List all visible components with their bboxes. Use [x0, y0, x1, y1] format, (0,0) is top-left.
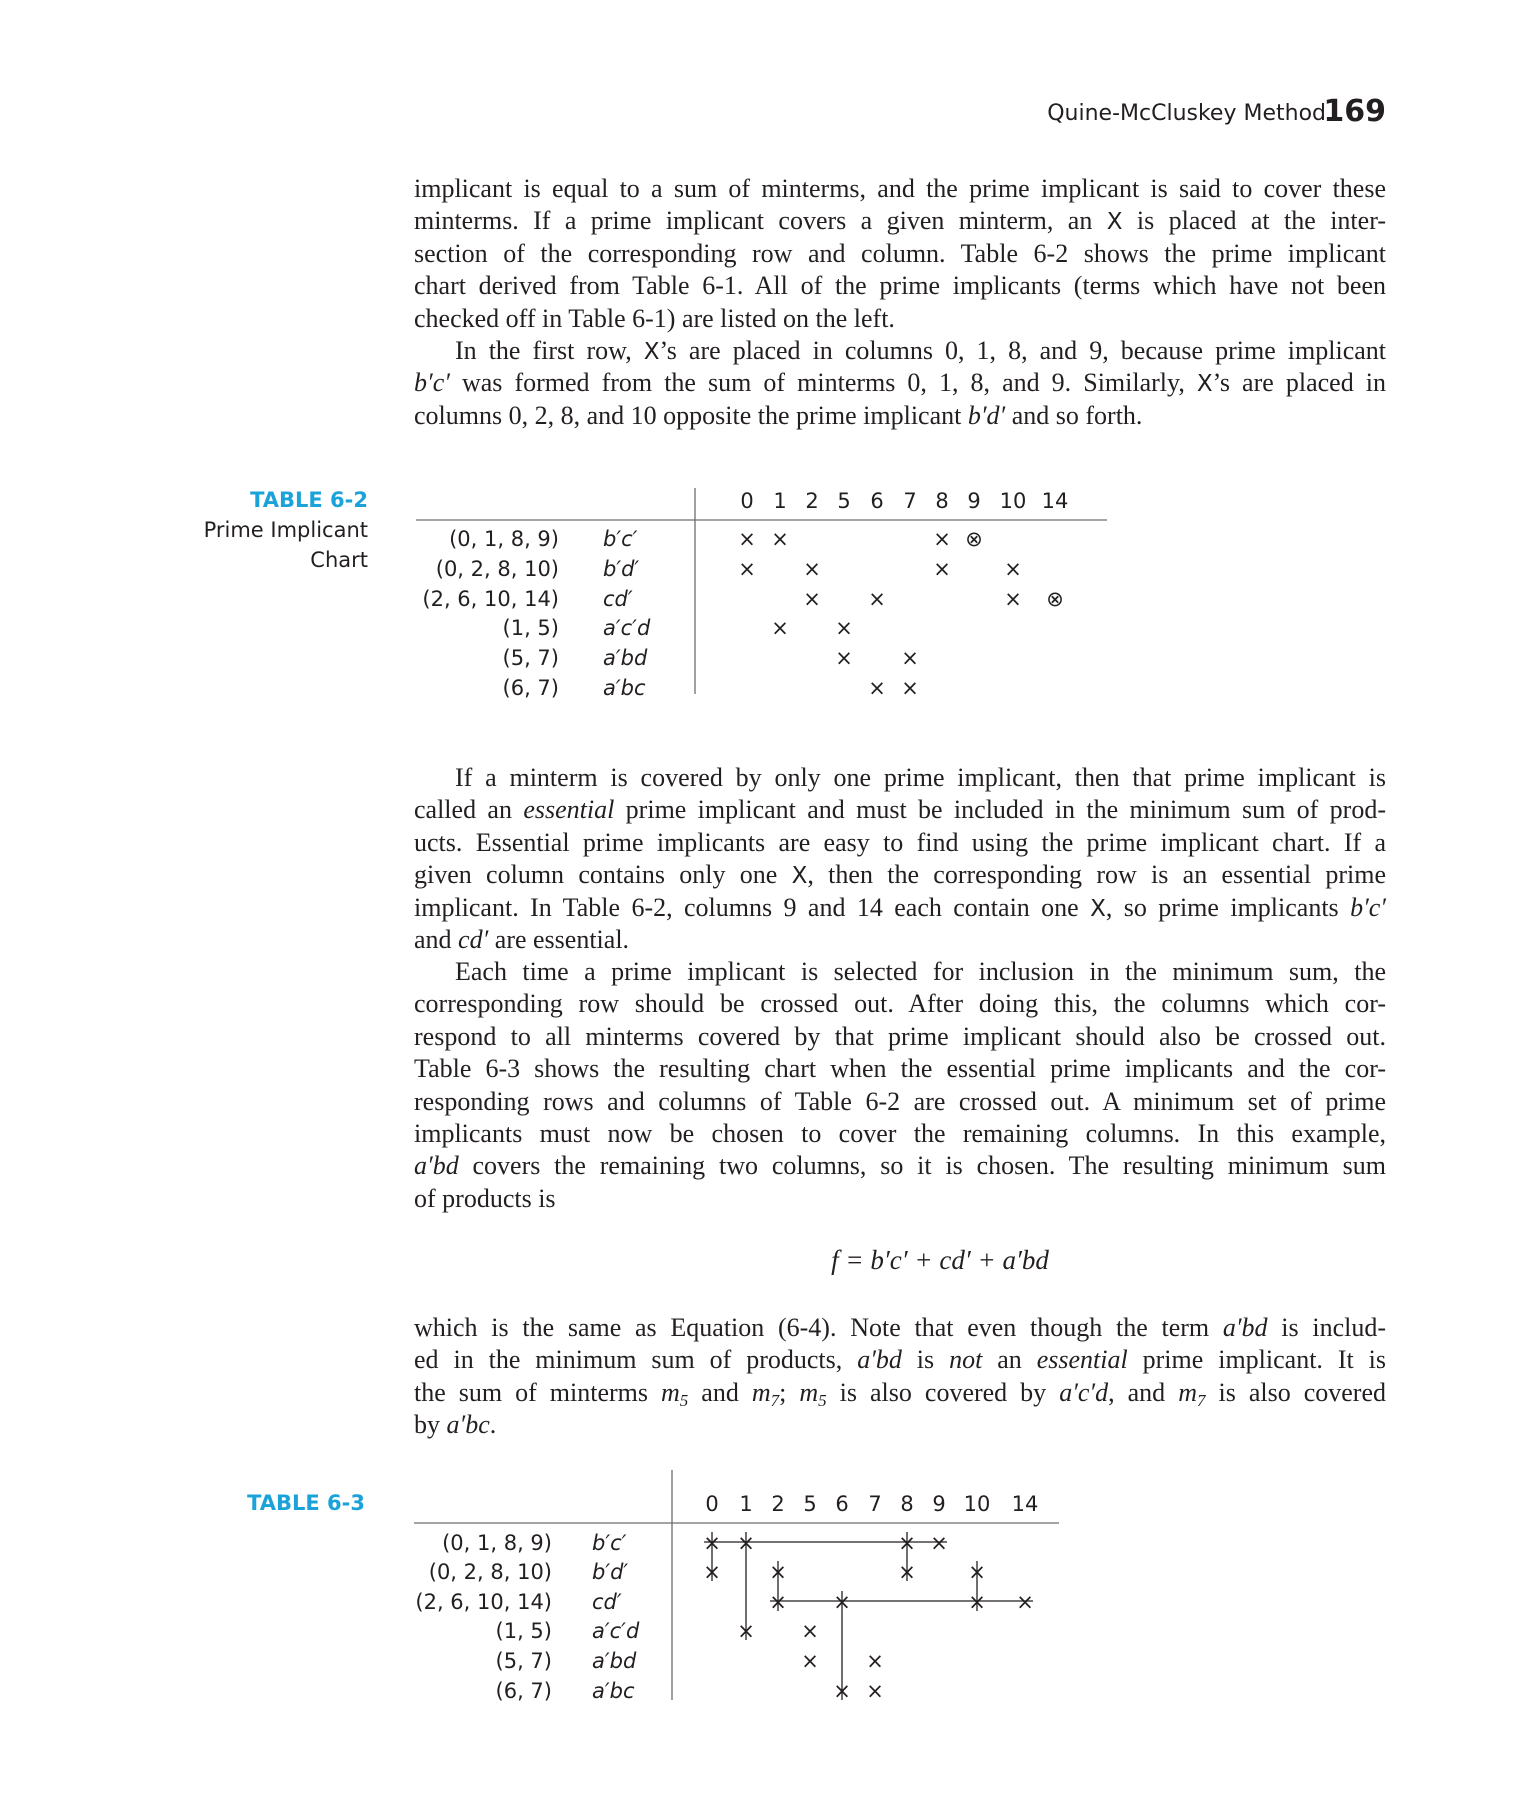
column-header-minterm: 8 [935, 489, 949, 513]
cover-mark: × [868, 587, 886, 611]
column-header-minterm: 0 [705, 1492, 719, 1516]
text-run: implicant is equal to a sum of minterms, and the prime implicant is said to cover these [414, 174, 1386, 203]
row-minterm-group: (0, 2, 8, 10) [435, 557, 559, 581]
text-run: is also covered by [826, 1377, 1060, 1407]
cover-mark: × [803, 557, 821, 581]
cover-mark: × [866, 1679, 884, 1703]
text-run: , and [1108, 1377, 1179, 1407]
row-minterm-group: (2, 6, 10, 14) [415, 1590, 552, 1614]
text-run: the sum of minterms [414, 1377, 662, 1407]
text-line [414, 794, 1386, 826]
cover-mark: × [898, 1560, 916, 1584]
text-run: implicant. In Table 6-2, columns 9 and 14 each contain one [414, 892, 1091, 922]
subscript: 5 [818, 1390, 827, 1410]
text-run: ’s are placed in [1212, 368, 1386, 398]
row-minterm-group: (6, 7) [502, 676, 559, 700]
column-header-minterm: 10 [999, 489, 1027, 513]
italic-text: a′c′d [1059, 1377, 1109, 1407]
cover-mark: × [769, 1590, 787, 1614]
x-symbol: X [791, 863, 808, 890]
cover-mark: × [833, 1679, 851, 1703]
text-line [414, 924, 1386, 956]
text-run: , then the corresponding row is an essential prime [807, 860, 1386, 890]
subscript: 7 [770, 1390, 780, 1410]
x-symbol: X [643, 339, 660, 365]
text-line [414, 205, 1386, 237]
text-line [414, 1118, 1386, 1150]
row-prime-implicant: a′bc [603, 676, 646, 700]
text-line [414, 762, 1386, 794]
body-paragraph [414, 173, 1386, 335]
column-header-minterm: 6 [870, 489, 884, 513]
row-prime-implicant: b′d′ [603, 557, 640, 581]
text-line [414, 1021, 1386, 1053]
row-prime-implicant: a′c′d [603, 616, 651, 640]
text-run: . [489, 1410, 497, 1440]
text-run: chart derived from Table 6-1. All of the prime implicants (terms which have not been [414, 271, 1386, 301]
column-header-minterm: 2 [805, 489, 819, 513]
text-run: ed in the minimum sum of products, [414, 1345, 858, 1375]
italic-text: b′d′ [967, 400, 1006, 430]
table-number: TABLE 6-2 [250, 488, 368, 512]
table-6-2-label [204, 485, 368, 575]
text-run: of products is [414, 1183, 556, 1213]
row-minterm-group: (0, 2, 8, 10) [428, 1560, 552, 1584]
subscript: 7 [1196, 1390, 1206, 1410]
table-caption-line: Chart [310, 548, 368, 572]
text-line [414, 270, 1386, 302]
text-run: is placed at the inter- [1122, 206, 1386, 236]
text-line [414, 1377, 1386, 1409]
text-run: Each time a prime implicant is selected for inclusion in the minimum sum, the [455, 957, 1386, 986]
text-run: an [982, 1345, 1037, 1375]
text-run: ; [779, 1377, 800, 1407]
italic-text: essential [523, 795, 615, 825]
text-run: implicants must now be chosen to cover the remaining columns. In this example, [414, 1118, 1386, 1148]
cover-mark: × [968, 1590, 986, 1614]
row-prime-implicant: a′bd [603, 646, 648, 670]
text-line [414, 1409, 1386, 1441]
cover-mark: × [898, 1531, 916, 1555]
column-header-minterm: 14 [1011, 1492, 1039, 1516]
text-line [414, 892, 1386, 924]
text-line [414, 335, 1386, 367]
text-line [414, 400, 1386, 432]
body-paragraph [414, 1312, 1386, 1442]
cover-mark: × [738, 557, 756, 581]
text-line [414, 1086, 1386, 1118]
text-run: given column contains only one [414, 860, 792, 890]
cover-mark: × [835, 616, 853, 640]
cover-mark: × [901, 676, 919, 700]
row-minterm-group: (0, 1, 8, 9) [442, 1531, 552, 1555]
x-symbol: X [1106, 209, 1123, 236]
text-run: , so prime implicants [1105, 892, 1351, 922]
table-6-3-label [247, 1488, 365, 1518]
row-minterm-group: (6, 7) [495, 1679, 552, 1703]
text-run: ’s are placed in columns 0, 1, 8, and 9, because prime implicant [659, 336, 1386, 365]
running-header-title: Quine-McCluskey Method [1047, 101, 1326, 126]
body-paragraph [414, 335, 1386, 432]
text-line [414, 1312, 1386, 1344]
cover-mark: × [703, 1560, 721, 1584]
row-prime-implicant: b′d′ [592, 1560, 629, 1584]
row-prime-implicant: b′c′ [592, 1531, 627, 1555]
cover-mark: × [738, 527, 756, 551]
italic-text: cd′ [458, 924, 489, 954]
cover-mark: × [1016, 1590, 1034, 1614]
row-minterm-group: (5, 7) [502, 646, 559, 670]
text-run: prime implicant. It is [1127, 1345, 1386, 1375]
text-run: minterms. If a prime implicant covers a given minterm, an [414, 206, 1107, 236]
row-minterm-group: (1, 5) [495, 1619, 552, 1643]
text-line [414, 1344, 1386, 1376]
column-header-minterm: 1 [739, 1492, 753, 1516]
cover-mark: × [930, 1531, 948, 1555]
italic-text: a′bc [446, 1410, 490, 1440]
text-run: columns 0, 2, 8, and 10 opposite the prime implicant [414, 400, 968, 430]
text-run: In the first row, [455, 336, 644, 365]
text-line [414, 303, 1386, 335]
column-header-minterm: 7 [868, 1492, 882, 1516]
text-run: which is the same as Equation (6-4). Note that even though the term [414, 1313, 1223, 1342]
essential-cover-mark: ⊗ [965, 527, 983, 551]
body-paragraph [414, 762, 1386, 956]
x-symbol: X [1196, 371, 1213, 398]
text-run: section of the corresponding row and column. Table 6-2 shows the prime implicant [414, 238, 1386, 268]
cover-mark: × [803, 587, 821, 611]
essential-cover-mark: ⊗ [1046, 587, 1064, 611]
row-minterm-group: (5, 7) [495, 1649, 552, 1673]
cover-mark: × [737, 1531, 755, 1555]
italic-text: m [799, 1377, 819, 1407]
text-line [414, 1150, 1386, 1182]
italic-text: a′bd [414, 1151, 459, 1181]
subscript: 5 [679, 1390, 689, 1410]
text-line [414, 173, 1386, 205]
row-prime-implicant: cd′ [603, 587, 633, 611]
cover-mark: × [968, 1560, 986, 1584]
text-run: and so forth. [1005, 400, 1143, 430]
text-run: was formed from the sum of minterms 0, 1, 8, and 9. Similarly, [449, 368, 1197, 398]
italic-text: a′bd [857, 1345, 902, 1375]
column-header-minterm: 9 [967, 489, 981, 513]
text-line [414, 956, 1386, 988]
text-line [414, 1183, 1386, 1215]
cover-mark: × [771, 616, 789, 640]
cover-mark: × [866, 1649, 884, 1673]
cover-mark: × [801, 1649, 819, 1673]
italic-text: m [661, 1377, 680, 1407]
text-line [414, 238, 1386, 270]
text-run: is includ- [1267, 1313, 1386, 1342]
text-run: responding rows and columns of Table 6-2 are crossed out. A minimum set of prime [414, 1086, 1386, 1116]
text-run: Table 6-3 shows the resulting chart when the essential prime implicants and the cor- [414, 1054, 1386, 1084]
table-caption-line: Prime Implicant [203, 518, 368, 542]
equation: f = b′c′ + cd′ + a′bd [831, 1245, 1049, 1275]
cover-mark: × [933, 527, 951, 551]
text-run: by [414, 1410, 447, 1440]
text-run: covers the remaining two columns, so it is chosen. The resulting minimum sum [458, 1151, 1386, 1181]
italic-text: a′bd [1222, 1313, 1268, 1342]
column-header-minterm: 8 [900, 1492, 914, 1516]
row-minterm-group: (2, 6, 10, 14) [422, 587, 559, 611]
column-header-minterm: 5 [837, 489, 851, 513]
body-paragraph [414, 956, 1386, 1215]
text-run: is [901, 1345, 950, 1375]
text-run: prime implicant and must be included in the minimum sum of prod- [614, 795, 1386, 825]
cover-mark: × [1004, 557, 1022, 581]
x-symbol: X [1090, 895, 1106, 922]
cover-mark: × [801, 1619, 819, 1643]
column-header-minterm: 7 [903, 489, 917, 513]
column-header-minterm: 2 [771, 1492, 785, 1516]
row-prime-implicant: a′bd [592, 1649, 637, 1673]
cover-mark: × [1004, 587, 1022, 611]
text-run: respond to all minterms covered by that prime implicant should also be crossed out. [414, 1021, 1386, 1051]
text-run: and [414, 924, 459, 954]
row-prime-implicant: b′c′ [603, 527, 638, 551]
cover-mark: × [833, 1590, 851, 1614]
text-line [414, 859, 1386, 891]
column-header-minterm: 6 [835, 1492, 849, 1516]
text-line [414, 988, 1386, 1020]
text-line [414, 827, 1386, 859]
row-minterm-group: (0, 1, 8, 9) [449, 527, 559, 551]
row-prime-implicant: a′bc [592, 1679, 635, 1703]
text-run: are essential. [488, 924, 630, 954]
column-header-minterm: 14 [1041, 489, 1069, 513]
cover-mark: × [737, 1619, 755, 1643]
text-run: is also covered [1205, 1377, 1386, 1407]
row-prime-implicant: cd′ [592, 1590, 622, 1614]
text-run: corresponding row should be crossed out. After doing this, the columns which cor- [414, 989, 1386, 1019]
column-header-minterm: 5 [803, 1492, 817, 1516]
text-run: checked off in Table 6-1) are listed on the left. [414, 303, 895, 333]
page-number: 169 [1323, 94, 1386, 129]
cover-mark: × [868, 676, 886, 700]
table-number: TABLE 6-3 [247, 1491, 365, 1515]
cover-mark: × [771, 527, 789, 551]
cover-mark: × [835, 646, 853, 670]
cover-mark: × [703, 1531, 721, 1555]
text-line [414, 367, 1386, 399]
row-prime-implicant: a′c′d [592, 1619, 640, 1643]
column-header-minterm: 1 [773, 489, 787, 513]
column-header-minterm: 9 [932, 1492, 946, 1516]
italic-text: not [949, 1345, 983, 1375]
cover-mark: × [901, 646, 919, 670]
cover-mark: × [933, 557, 951, 581]
column-header-minterm: 0 [740, 489, 754, 513]
text-line [414, 1053, 1386, 1085]
row-minterm-group: (1, 5) [502, 616, 559, 640]
italic-text: essential [1036, 1345, 1128, 1375]
italic-text: m [751, 1377, 771, 1407]
text-run: If a minterm is covered by only one prime implicant, then that prime implicant is [455, 763, 1386, 792]
text-run: and [688, 1377, 752, 1407]
italic-text: b′c′ [414, 368, 450, 398]
column-header-minterm: 10 [963, 1492, 991, 1516]
italic-text: b′c′ [1350, 892, 1386, 922]
text-run: ucts. Essential prime implicants are easy to find using the prime implicant chart. If a [414, 827, 1386, 857]
text-run: called an [414, 795, 524, 825]
cover-mark: × [769, 1560, 787, 1584]
italic-text: m [1178, 1377, 1197, 1407]
